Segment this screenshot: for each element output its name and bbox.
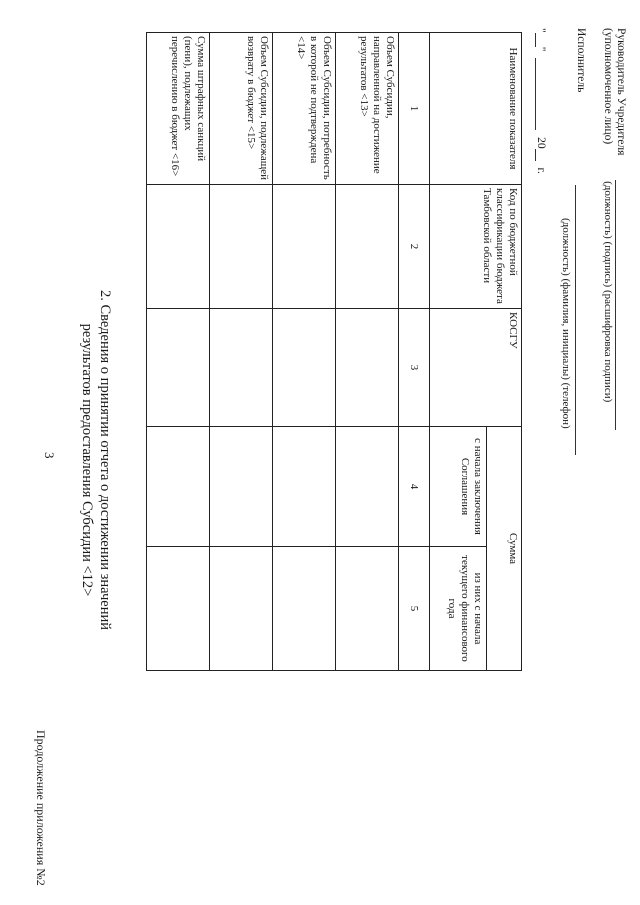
header-kosgu: КОСГУ <box>430 309 522 427</box>
sum-since-agreement-cell <box>147 427 210 547</box>
header-since-agreement: с начала заключения Соглашения <box>430 427 487 547</box>
head-caption-row <box>602 28 614 402</box>
sum-since-agreement-cell <box>273 427 336 547</box>
sum-since-year-cell <box>273 547 336 671</box>
column-number: 1 <box>399 33 430 185</box>
head-label: Руководитель Учредителя <box>615 28 627 156</box>
section-title-line-2: результатов предоставления Субсидии <12> <box>79 323 95 597</box>
row-label: Объем Субсидии, подлежащей возврату в бюджет <15> <box>210 33 273 185</box>
head-sublabel: (уполномоченное лицо) <box>602 28 614 145</box>
appendix-note: Продолжение приложения №2 <box>34 730 48 886</box>
table-row <box>210 33 273 671</box>
column-number: 3 <box>399 309 430 427</box>
budget-code-cell <box>147 185 210 309</box>
budget-code-cell <box>273 185 336 309</box>
column-number-row <box>399 33 430 671</box>
executor-caption-row <box>560 218 572 429</box>
date-day-field[interactable] <box>535 33 548 47</box>
executor-label: Исполнитель <box>575 28 587 93</box>
column-number: 2 <box>399 185 430 309</box>
header-sum: Сумма <box>487 427 522 671</box>
report-table <box>146 32 522 671</box>
head-caption: (должность) (подпись) (расшифровка подписи) <box>602 181 614 403</box>
report-table-container <box>146 32 522 671</box>
row-label: Объем Субсидии, направленной на достижение результатов <13> <box>336 33 399 185</box>
sum-since-year-cell <box>147 547 210 671</box>
table-row <box>273 33 336 671</box>
section-title-line-1: 2. Сведения о принятии отчета о достижении значений <box>97 290 113 630</box>
sum-since-year-cell <box>210 547 273 671</box>
kosgu-cell <box>273 309 336 427</box>
date-row <box>535 28 548 174</box>
kosgu-cell <box>147 309 210 427</box>
date-quote-open: " <box>535 28 547 33</box>
head-signature-line[interactable] <box>615 180 628 430</box>
executor-caption: (должность) (фамилия, инициалы) (телефон) <box>560 218 572 429</box>
date-year-field[interactable] <box>535 149 548 161</box>
sum-since-year-cell <box>336 547 399 671</box>
page-number: 3 <box>42 452 57 459</box>
budget-code-cell <box>210 185 273 309</box>
table-row <box>336 33 399 671</box>
column-number: 4 <box>399 427 430 547</box>
table-row <box>147 33 210 671</box>
head-signature-row <box>615 28 628 430</box>
date-month-field[interactable] <box>535 58 548 130</box>
header-indicator: Наименование показателя <box>430 33 522 185</box>
header-budget-code: Код по бюджетной классификации бюджета Тамбовской области <box>430 185 522 309</box>
row-label: Сумма штрафных санкций (пени), подлежащих перечислению в бюджет <16> <box>147 33 210 185</box>
header-row-1 <box>487 33 522 671</box>
section-title <box>78 200 114 720</box>
sum-since-agreement-cell <box>210 427 273 547</box>
date-quote-close: " <box>535 46 547 52</box>
date-year-prefix: 20 <box>535 137 547 149</box>
row-label: Объем Субсидии, потребность в которой не подтверждена <14> <box>273 33 336 185</box>
executor-signature-line[interactable] <box>575 185 588 455</box>
date-suffix: г. <box>535 167 547 174</box>
kosgu-cell <box>336 309 399 427</box>
column-number: 5 <box>399 547 430 671</box>
header-since-year: из них с начала текущего финансового года <box>430 547 487 671</box>
kosgu-cell <box>210 309 273 427</box>
budget-code-cell <box>336 185 399 309</box>
executor-row <box>575 28 588 455</box>
sum-since-agreement-cell <box>336 427 399 547</box>
